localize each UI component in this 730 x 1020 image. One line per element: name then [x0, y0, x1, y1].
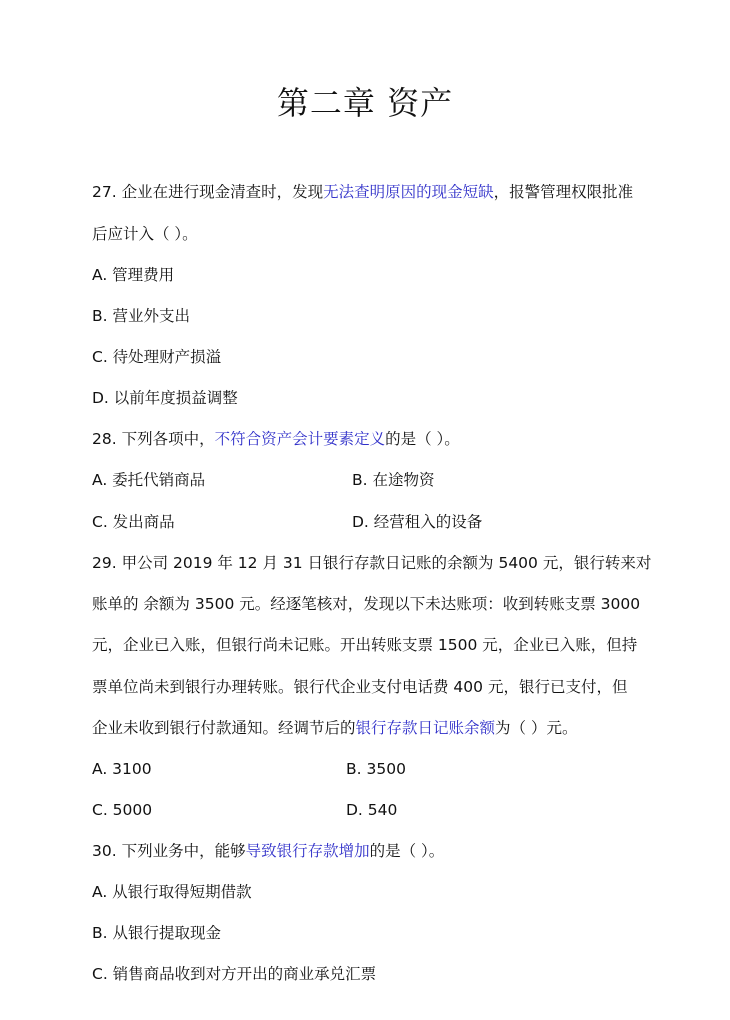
q27-stem-line2: 后应计入（ ）。 — [92, 225, 198, 243]
q27-stem-text-2: ，报警管理权限批准 — [493, 183, 634, 201]
q29-option-a: A. 3100 — [92, 760, 152, 778]
q27-highlight: 无法查明原因的现金短缺 — [323, 183, 494, 201]
q29-highlight: 银行存款日记账余额 — [355, 719, 496, 737]
q28-stem-text: 28. 下列各项中， — [92, 430, 215, 448]
q27-option-d: D. 以前年度损益调整 — [92, 389, 238, 407]
q29-line2: 账单的 余额为 3500 元。经逐笔核对，发现以下未达账项：收到转账支票 3000 — [92, 595, 641, 613]
q28-stem-text-2: 的是（ ）。 — [385, 430, 460, 448]
q29-line1: 29. 甲公司 2019 年 12 月 31 日银行存款日记账的余额为 5400 元，银行转来对 — [92, 554, 652, 572]
q28-option-b: B. 在途物资 — [352, 471, 435, 489]
q29-line5 — [92, 717, 577, 739]
q30-stem-text: 30. 下列业务中，能够 — [92, 842, 246, 860]
q27-option-c: C. 待处理财产损溢 — [92, 348, 222, 366]
q28-option-d: D. 经营租入的设备 — [352, 513, 483, 531]
chapter-title: 第二章 资产 — [276, 84, 454, 122]
q28-stem — [92, 428, 460, 450]
q29-option-d: D. 540 — [346, 801, 398, 819]
q27-option-b: B. 营业外支出 — [92, 307, 190, 325]
q30-option-c: C. 销售商品收到对方开出的商业承兑汇票 — [92, 965, 377, 983]
q28-highlight: 不符合资产会计要素定义 — [214, 430, 386, 448]
q29-stem-text-2: 为（ ）元。 — [495, 719, 578, 737]
q30-option-b: B. 从银行提取现金 — [92, 924, 221, 942]
q29-option-c: C. 5000 — [92, 801, 153, 819]
q27-stem-line1 — [92, 181, 633, 203]
q30-stem-text-2: 的是（ ）。 — [369, 842, 445, 860]
q28-option-c: C. 发出商品 — [92, 513, 175, 531]
q29-line4: 票单位尚未到银行办理转账。银行代企业支付电话费 400 元，银行已支付，但 — [92, 678, 628, 696]
q29-option-b: B. 3500 — [346, 760, 406, 778]
q30-highlight: 导致银行存款增加 — [245, 842, 370, 860]
q29-stem-text: 企业未收到银行付款通知。经调节后的 — [92, 719, 356, 737]
q29-line3: 元，企业已入账，但银行尚未记账。开出转账支票 1500 元，企业已入账，但持 — [92, 636, 638, 654]
q27-stem-text: 27. 企业在进行现金清查时，发现 — [92, 183, 324, 201]
q28-option-a: A. 委托代销商品 — [92, 471, 206, 489]
q27-option-a: A. 管理费用 — [92, 266, 175, 284]
q30-option-a: A. 从银行取得短期借款 — [92, 883, 252, 901]
q30-stem — [92, 840, 444, 862]
